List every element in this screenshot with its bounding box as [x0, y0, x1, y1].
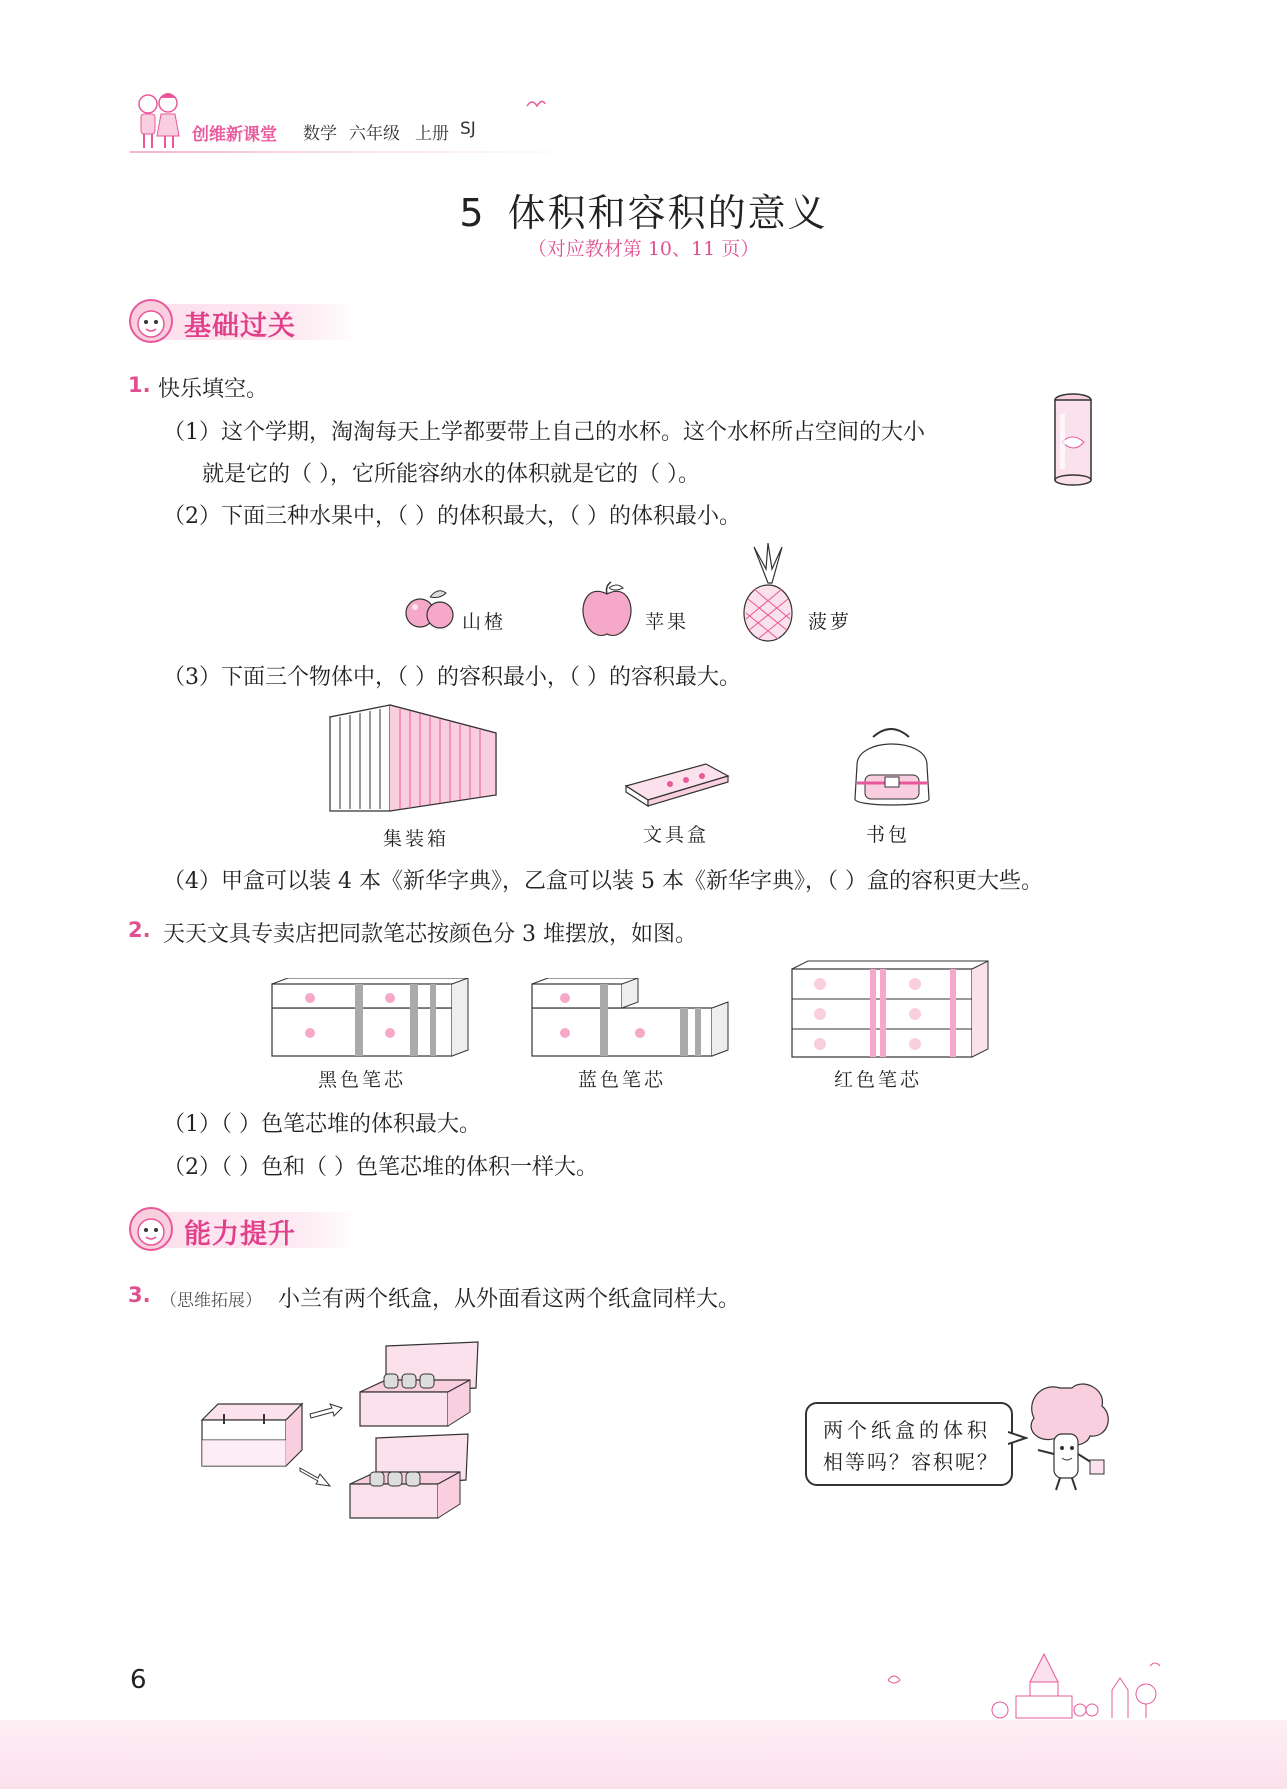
lesson-title-text: 体积和容积的意义	[507, 191, 828, 235]
speech-bubble	[805, 1402, 1013, 1486]
section-banner-advanced	[128, 1206, 358, 1252]
lesson-title	[0, 182, 1287, 237]
castle-decoration-icon	[880, 1650, 1170, 1720]
subject-label: 数学	[303, 124, 337, 144]
bubble-line-1: 两个纸盒的体积	[823, 1418, 991, 1442]
bubble-line-2: 相等吗？容积呢？	[823, 1450, 999, 1474]
apple-icon	[578, 580, 636, 640]
q1-part4: （4）甲盒可以装 4 本《新华字典》，乙盒可以装 5 本《新华字典》，（ ）盒的容积更大些。	[163, 869, 1043, 894]
object-label-backpack: 书包	[866, 824, 911, 846]
q2-part1: （1）（ ）色笔芯堆的体积最大。	[163, 1112, 481, 1137]
pile-label-black: 黑色笔芯	[318, 1069, 407, 1091]
question-tag: （思维拓展）	[160, 1291, 262, 1311]
object-label-pencil-case: 文具盒	[643, 824, 710, 846]
page-number: 6	[130, 1665, 147, 1695]
section-title: 能力提升	[184, 1219, 296, 1250]
q1-part2: （2）下面三种水果中，（ ）的体积最大，（ ）的体积最小。	[163, 504, 741, 529]
object-label-container: 集装箱	[383, 828, 450, 850]
volume-label: 上册	[415, 124, 449, 144]
mascot-face-icon	[128, 298, 174, 344]
q2-part2: （2）（ ）色和（ ）色笔芯堆的体积一样大。	[163, 1155, 598, 1180]
section-banner-basic	[128, 298, 358, 344]
pile-label-blue: 蓝色笔芯	[578, 1069, 667, 1091]
red-refill-pile-icon	[790, 955, 990, 1059]
closed-box-icon	[200, 1400, 304, 1470]
shipping-container-icon	[328, 703, 498, 813]
black-refill-pile-icon	[270, 978, 470, 1058]
pineapple-icon	[740, 543, 796, 643]
water-cup-icon	[1050, 392, 1096, 488]
hawthorn-icon	[400, 585, 462, 631]
backpack-icon	[843, 725, 941, 809]
question-number: 2.	[128, 918, 151, 942]
fruit-label-apple: 苹果	[645, 611, 690, 633]
question-stem: 小兰有两个纸盒，从外面看这两个纸盒同样大。	[278, 1287, 741, 1312]
open-box-icon	[358, 1340, 480, 1430]
question-stem: 天天文具专卖店把同款笔芯按颜色分 3 堆摆放，如图。	[163, 922, 697, 947]
mascot-face-icon	[128, 1206, 174, 1252]
arrow-down-right-icon	[298, 1462, 332, 1488]
pencil-case-icon	[622, 758, 730, 808]
lesson-number: 5	[459, 191, 486, 235]
section-title: 基础过关	[184, 311, 296, 342]
fruit-label-pineapple: 菠萝	[808, 611, 853, 633]
question-stem: 快乐填空。	[158, 377, 269, 402]
kids-mascot-icon	[130, 88, 186, 152]
q1-part3: （3）下面三个物体中，（ ）的容积最小，（ ）的容积最大。	[163, 665, 741, 690]
arrow-right-icon	[308, 1402, 344, 1420]
question-number: 3.	[128, 1283, 151, 1307]
fruit-label-hawthorn: 山楂	[462, 611, 507, 633]
footer-band	[0, 1720, 1287, 1789]
open-box-icon	[348, 1432, 470, 1522]
edition-label: SJ	[460, 119, 476, 139]
grade-label: 六年级	[349, 124, 400, 144]
q1-part1-line2: 就是它的（ ），它所能容纳水的体积就是它的（ ）。	[202, 462, 700, 487]
pile-label-red: 红色笔芯	[834, 1069, 923, 1091]
tree-mascot-icon	[1020, 1378, 1116, 1494]
page-header	[130, 88, 590, 158]
header-divider	[130, 151, 590, 153]
question-number: 1.	[128, 373, 151, 397]
blue-refill-pile-icon	[530, 978, 730, 1058]
textbook-reference: （对应教材第 10、11 页）	[527, 238, 760, 260]
bird-icon	[525, 98, 547, 114]
series-name: 创维新课堂	[192, 125, 277, 145]
q1-part1-line1: （1）这个学期，淘淘每天上学都要带上自己的水杯。这个水杯所占空间的大小	[163, 420, 925, 445]
